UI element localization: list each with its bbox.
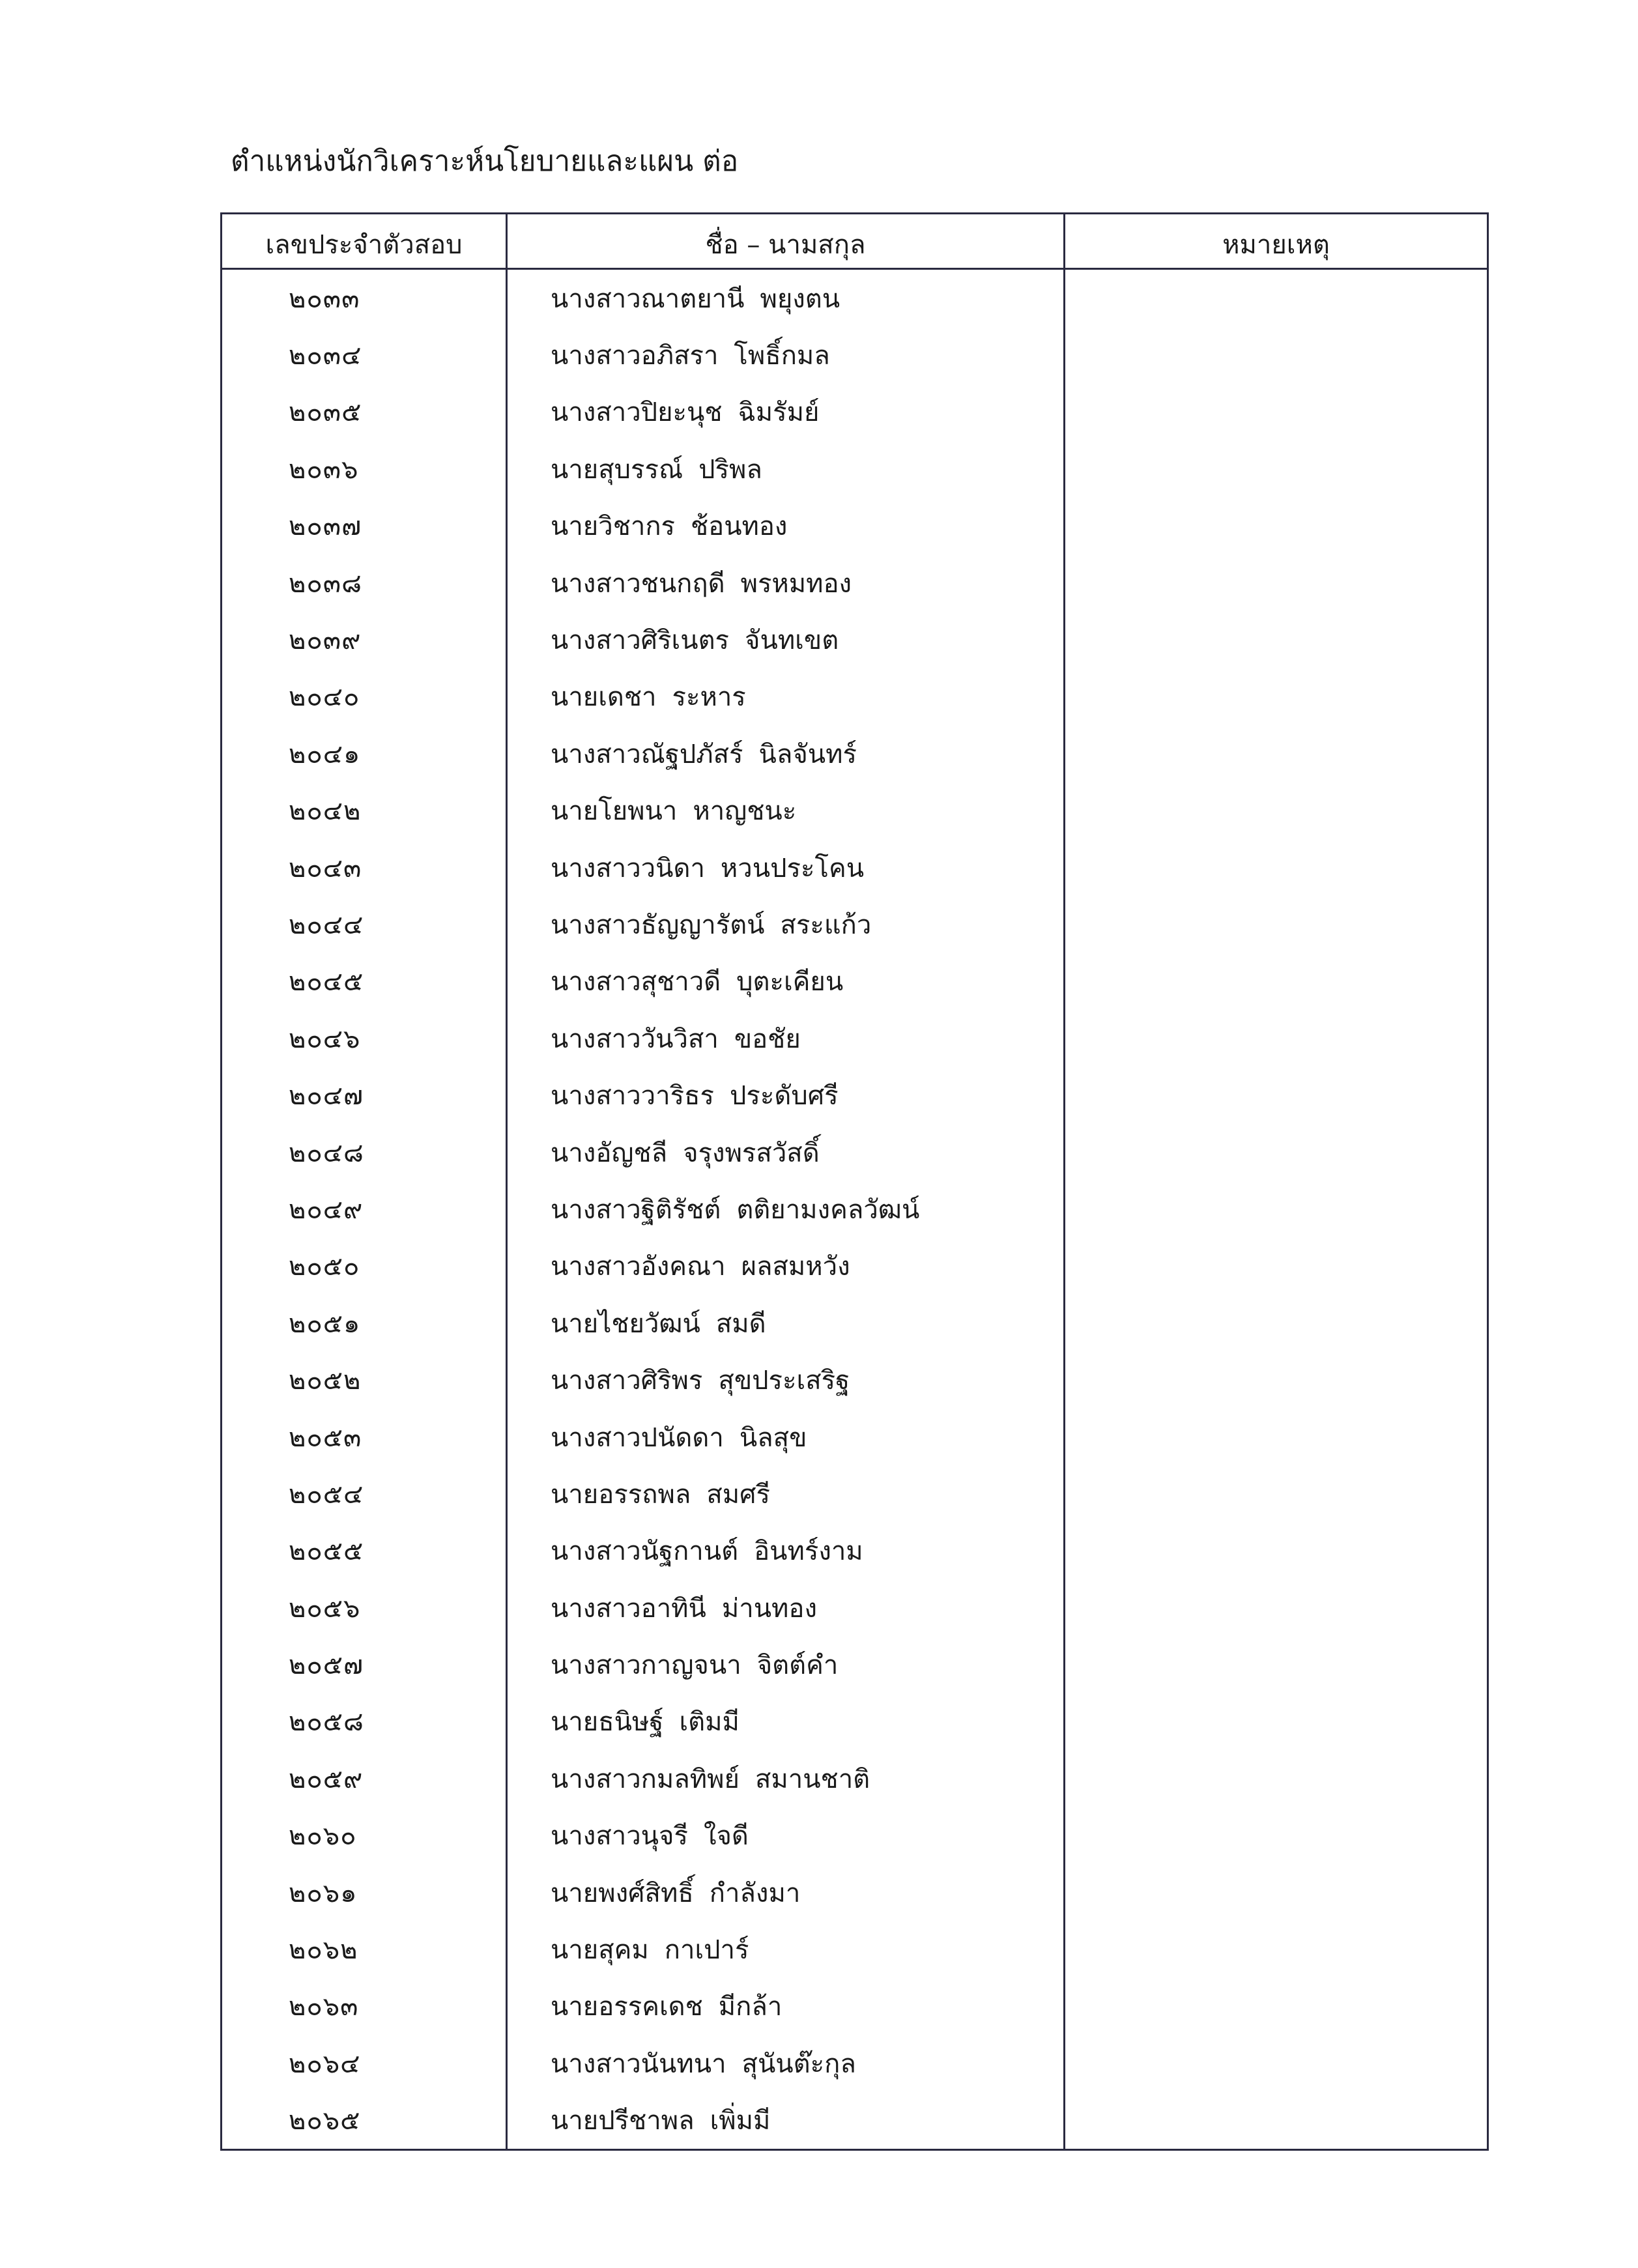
note-cell [1065,611,1488,668]
note-cell [1065,1010,1488,1067]
full-name-cell [507,1750,1065,1807]
table-row [222,1807,1488,1864]
first-name: นางสาวอังคณา [551,1252,726,1282]
table-row [222,1124,1488,1181]
exam-id-cell: ๒๐๕๔ [222,1465,507,1522]
first-name: นางสาวชนกฤดี [551,568,725,599]
table-row [222,269,1488,327]
first-name: นายปรีชาพล [551,2106,695,2136]
full-name-cell [507,1124,1065,1181]
last-name: จันทเขต [745,625,839,656]
exam-id-cell: ๒๐๔๑ [222,725,507,782]
last-name: หวนประโคน [720,853,865,883]
note-cell [1065,1864,1488,1921]
note-cell [1065,1465,1488,1522]
first-name: นายวิชากร [551,511,676,542]
full-name-cell [507,896,1065,953]
exam-id-cell: ๒๐๖๐ [222,1807,507,1864]
exam-id-cell: ๒๐๖๕ [222,2092,507,2150]
full-name-cell [507,1409,1065,1465]
last-name: สุขประเสริฐ [718,1366,850,1396]
exam-id-cell: ๒๐๔๕ [222,953,507,1010]
exam-id-cell: ๒๐๕๗ [222,1636,507,1693]
first-name: นายโยพนา [551,796,678,827]
exam-id-cell: ๒๐๔๒ [222,782,507,839]
full-name-cell [507,1010,1065,1067]
note-cell [1065,725,1488,782]
first-name: นายสุคม [551,1935,649,1966]
last-name: จิตต์คำ [756,1650,839,1681]
note-cell [1065,896,1488,953]
full-name-cell [507,498,1065,554]
last-name: สมศรี [706,1479,770,1510]
table-row [222,1693,1488,1750]
table-row [222,1579,1488,1636]
table-row [222,1238,1488,1295]
last-name: ม่านทอง [721,1593,817,1624]
last-name: พรหมทอง [740,568,852,599]
last-name: ช้อนทอง [691,511,788,542]
first-name: นางสาววนิดา [551,853,705,883]
table-row [222,1921,1488,1977]
note-cell [1065,269,1488,327]
first-name: นางสาวนุจรี [551,1821,688,1852]
full-name-cell [507,384,1065,440]
table-body [222,269,1488,2150]
last-name: อินทร์งาม [754,1536,863,1567]
table-row [222,554,1488,611]
exam-id-cell: ๒๐๖๑ [222,1864,507,1921]
table-row [222,725,1488,782]
last-name: ใจดี [703,1821,749,1852]
last-name: ประดับศรี [729,1081,839,1112]
last-name: นิลจันทร์ [758,739,857,769]
exam-id-cell: ๒๐๔๐ [222,668,507,725]
full-name-cell [507,1579,1065,1636]
last-name: ปริพล [698,454,762,485]
note-cell [1065,953,1488,1010]
exam-id-cell: ๒๐๓๗ [222,498,507,554]
full-name-cell [507,1978,1065,2035]
last-name: โพธิ์กมล [734,341,830,371]
last-name: สมดี [715,1308,766,1339]
first-name: นางสาวศิริเนตร [551,625,730,656]
exam-id-cell: ๒๐๓๕ [222,384,507,440]
note-cell [1065,440,1488,497]
note-cell [1065,1351,1488,1408]
table-row [222,1010,1488,1067]
column-header-note: หมายเหตุ [1065,214,1488,269]
first-name: นางสาวกาญจนา [551,1650,741,1681]
first-name: นางสาวนัฐกานต์ [551,1536,739,1567]
table-row [222,839,1488,896]
full-name-cell [507,1921,1065,1977]
exam-id-cell: ๒๐๕๙ [222,1750,507,1807]
note-cell [1065,1579,1488,1636]
exam-id-cell: ๒๐๔๙ [222,1181,507,1237]
last-name: เติมมี [679,1707,740,1738]
last-name: สระแก้ว [780,910,872,940]
table-row [222,668,1488,725]
first-name: นายเดชา [551,682,657,713]
table-row [222,2035,1488,2091]
first-name: นางอัญชลี [551,1138,668,1168]
column-header-id: เลขประจำตัวสอบ [222,214,507,269]
exam-id-cell: ๒๐๓๓ [222,269,507,327]
full-name-cell [507,1807,1065,1864]
table-row [222,896,1488,953]
table-row [222,1636,1488,1693]
last-name: ระหาร [672,682,746,713]
exam-id-cell: ๒๐๕๓ [222,1409,507,1465]
first-name: นายธนิษฐ์ [551,1707,664,1738]
exam-id-cell: ๒๐๕๘ [222,1693,507,1750]
last-name: มีกล้า [718,1992,783,2022]
exam-id-cell: ๒๐๓๙ [222,611,507,668]
last-name: กำลังมา [709,1878,801,1908]
first-name: นางสาวศิริพร [551,1366,703,1396]
column-header-name: ชื่อ – นามสกุล [507,214,1065,269]
note-cell [1065,1124,1488,1181]
table-row [222,611,1488,668]
table-row [222,1351,1488,1408]
full-name-cell [507,1523,1065,1579]
table-row [222,1750,1488,1807]
last-name: นิลสุข [739,1422,807,1453]
exam-id-cell: ๒๐๖๓ [222,1978,507,2035]
table-row [222,1978,1488,2035]
full-name-cell [507,1067,1065,1123]
full-name-cell [507,1636,1065,1693]
last-name: ฉิมรัมย์ [738,397,820,428]
full-name-cell [507,2035,1065,2091]
page-heading: ตำแหน่งนักวิเคราะห์นโยบายและแผน ต่อ [231,145,739,178]
note-cell [1065,498,1488,554]
first-name: นายพงศ์สิทธิ์ [551,1878,694,1908]
last-name: พยุงตน [760,283,841,314]
note-cell [1065,1978,1488,2035]
last-name: เพิ่มมี [710,2106,771,2136]
exam-id-cell: ๒๐๔๖ [222,1010,507,1067]
table-header-row [222,214,1488,269]
note-cell [1065,1067,1488,1123]
note-cell [1065,2092,1488,2150]
table-row [222,1181,1488,1237]
full-name-cell [507,554,1065,611]
full-name-cell [507,668,1065,725]
note-cell [1065,1409,1488,1465]
first-name: นางสาวปิยะนุช [551,397,723,428]
table-row [222,1465,1488,1522]
table-row [222,953,1488,1010]
first-name: นางสาวกมลทิพย์ [551,1764,740,1794]
candidate-table [220,212,1489,2151]
table-row [222,1864,1488,1921]
last-name: บุตะเคียน [736,967,844,998]
note-cell [1065,554,1488,611]
table-row [222,1295,1488,1351]
note-cell [1065,668,1488,725]
note-cell [1065,384,1488,440]
table-row [222,384,1488,440]
note-cell [1065,1295,1488,1351]
full-name-cell [507,611,1065,668]
last-name: ตติยามงคลวัฒน์ [736,1194,920,1225]
last-name: กาเปาร์ [664,1935,749,1966]
full-name-cell [507,269,1065,327]
exam-id-cell: ๒๐๔๗ [222,1067,507,1123]
exam-id-cell: ๒๐๕๒ [222,1351,507,1408]
full-name-cell [507,1181,1065,1237]
exam-id-cell: ๒๐๔๔ [222,896,507,953]
note-cell [1065,326,1488,383]
last-name: สุนันต๊ะกุล [741,2048,856,2079]
table-row [222,782,1488,839]
exam-id-cell: ๒๐๔๘ [222,1124,507,1181]
last-name: ขอชัย [734,1024,801,1054]
note-cell [1065,1238,1488,1295]
note-cell [1065,782,1488,839]
table-row [222,2092,1488,2150]
table-row [222,1523,1488,1579]
table-row [222,440,1488,497]
exam-id-cell: ๒๐๖๔ [222,2035,507,2091]
exam-id-cell: ๒๐๔๓ [222,839,507,896]
full-name-cell [507,839,1065,896]
note-cell [1065,1181,1488,1237]
first-name: นายไชยวัฒน์ [551,1308,700,1339]
first-name: นางสาวสุชาวดี [551,967,721,998]
note-cell [1065,839,1488,896]
note-cell [1065,1693,1488,1750]
table-row [222,1067,1488,1123]
full-name-cell [507,1465,1065,1522]
full-name-cell [507,440,1065,497]
note-cell [1065,1921,1488,1977]
first-name: นางสาวณัฐปภัสร์ [551,739,743,769]
note-cell [1065,1636,1488,1693]
exam-id-cell: ๒๐๕๖ [222,1579,507,1636]
full-name-cell [507,725,1065,782]
first-name: นางสาวปนัดดา [551,1422,724,1453]
first-name: นายอรรถพล [551,1479,691,1510]
first-name: นางสาวธัญญารัตน์ [551,910,765,940]
last-name: หาญชนะ [693,796,797,827]
first-name: นางสาววันวิสา [551,1024,719,1054]
first-name: นางสาวฐิติรัชต์ [551,1194,721,1225]
last-name: จรุงพรสวัสดิ์ [683,1138,820,1168]
first-name: นายสุบรรณ์ [551,454,683,485]
full-name-cell [507,1295,1065,1351]
full-name-cell [507,953,1065,1010]
first-name: นางสาวอาทินี [551,1593,706,1624]
exam-id-cell: ๒๐๕๕ [222,1523,507,1579]
full-name-cell [507,1351,1065,1408]
full-name-cell [507,326,1065,383]
exam-id-cell: ๒๐๓๖ [222,440,507,497]
note-cell [1065,1750,1488,1807]
table-row [222,1409,1488,1465]
note-cell [1065,1523,1488,1579]
exam-id-cell: ๒๐๓๘ [222,554,507,611]
full-name-cell [507,1864,1065,1921]
last-name: สมานชาติ [754,1764,870,1794]
exam-id-cell: ๒๐๕๐ [222,1238,507,1295]
exam-id-cell: ๒๐๕๑ [222,1295,507,1351]
full-name-cell [507,1693,1065,1750]
note-cell [1065,1807,1488,1864]
last-name: ผลสมหวัง [741,1252,850,1282]
first-name: นางสาวนันทนา [551,2048,726,2079]
full-name-cell [507,1238,1065,1295]
exam-id-cell: ๒๐๓๔ [222,326,507,383]
first-name: นางสาววาริธร [551,1081,714,1112]
note-cell [1065,2035,1488,2091]
full-name-cell [507,2092,1065,2150]
first-name: นางสาวณาตยานี [551,283,745,314]
exam-id-cell: ๒๐๖๒ [222,1921,507,1977]
table-row [222,326,1488,383]
first-name: นางสาวอภิสรา [551,341,719,371]
full-name-cell [507,782,1065,839]
table-row [222,498,1488,554]
candidate-table-container [220,212,1487,2144]
first-name: นายอรรคเดช [551,1992,703,2022]
